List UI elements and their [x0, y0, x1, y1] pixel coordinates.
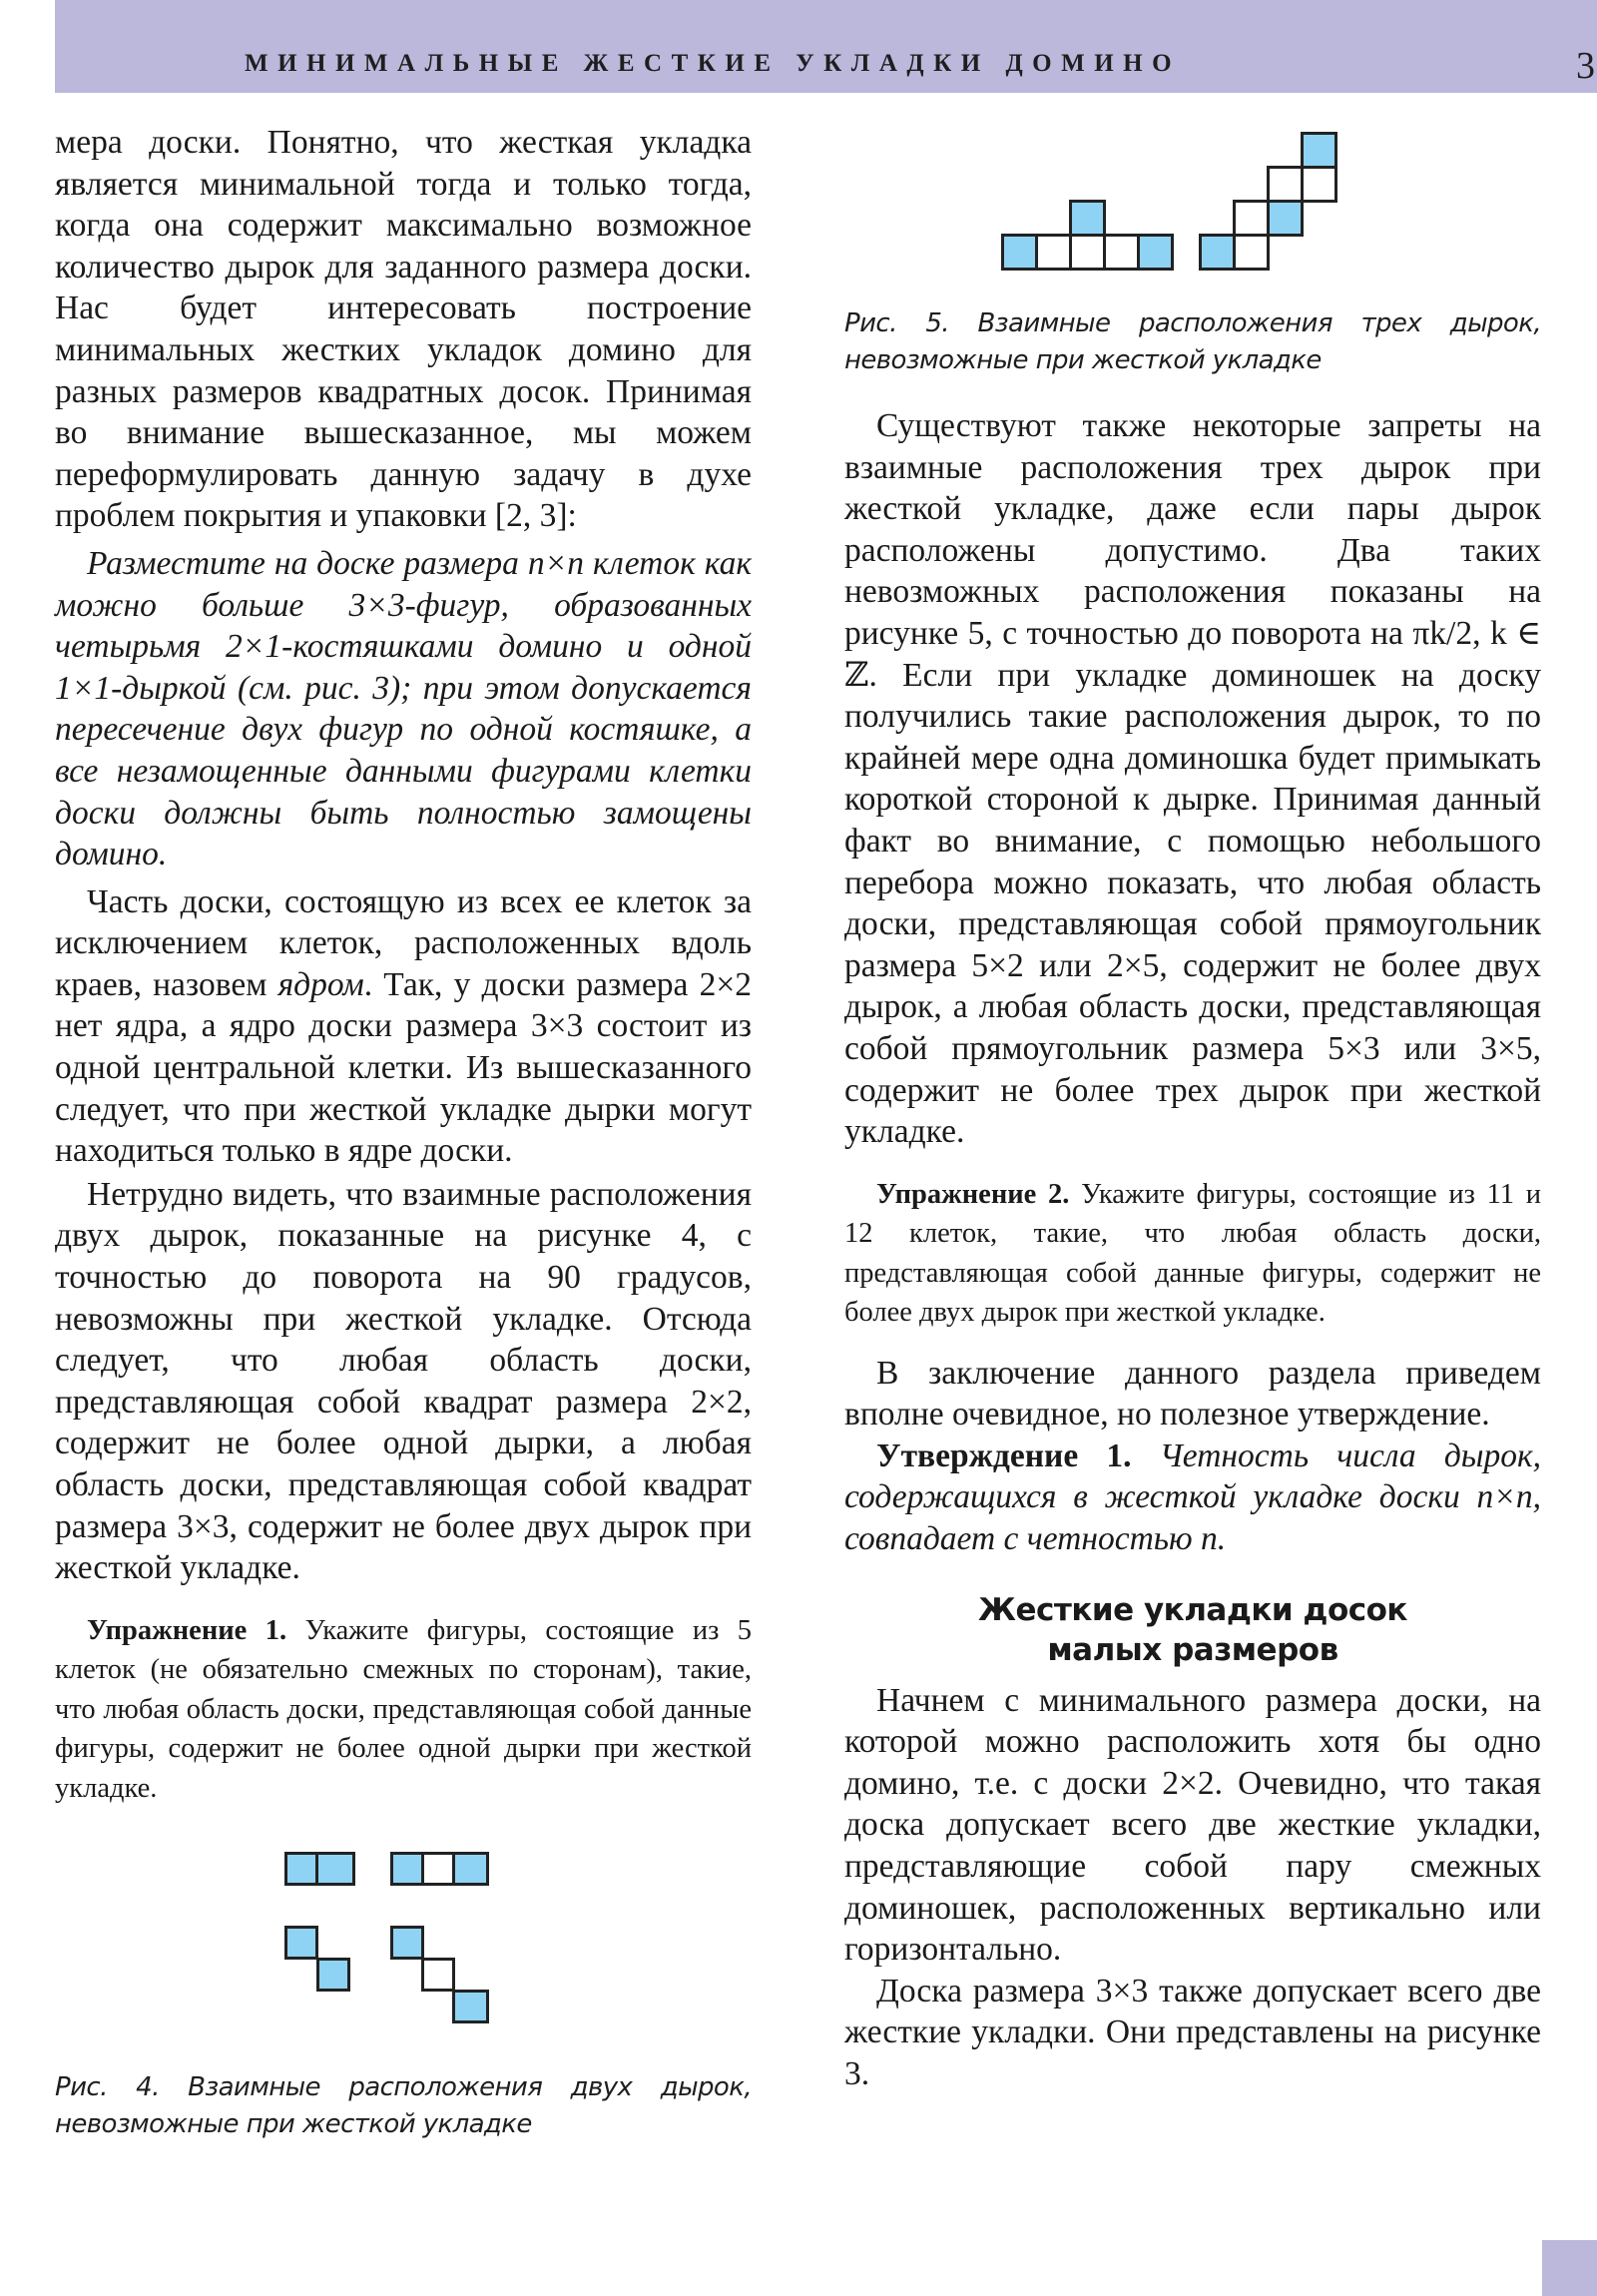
hole-cell [1199, 234, 1236, 271]
empty-cell [1069, 234, 1106, 271]
running-header [55, 0, 1597, 93]
hole-cell [452, 1990, 489, 2023]
term-core: ядром [277, 965, 364, 1003]
hole-cell [1069, 200, 1106, 237]
problem-statement: Разместите на доске размера n×n клеток как можно больше 3×3-фигур, образованных четырьмя 2×1-костяшками домино и одной 1×1-дыркой (см. рис. 3); при этом допускается пересечение двух фигур по одной костяшке, а все незамощенные данными фигурами клетки доски должны быть полностью замощены домино. [55, 544, 752, 873]
empty-cell [1035, 234, 1072, 271]
exercise-1 [55, 1611, 752, 1809]
hole-cell [1137, 234, 1174, 271]
empty-cell [421, 1852, 455, 1886]
hole-cell [390, 1852, 424, 1886]
exercise-2 [844, 1175, 1541, 1333]
statement-1-label: Утверждение 1. [876, 1436, 1132, 1474]
core-definition-text: Часть доски, состоящую из всех ее клеток за исключением клеток, расположенных вдоль краев, назовем [55, 882, 752, 1003]
paragraph-intro: мера доски. Понятно, что жесткая укладка является минимальной тогда и только тогда, когда она содержит максимально возможное количество дырок для заданного размера доски. Нас будет интересовать построение минимальных жестких укладок домино для разных размеров квадратных досок. Принимая во внимание вышесказанное, мы можем переформулировать данную задачу в духе проблем покрытия и упаковки [2, 3]: [55, 124, 752, 535]
paragraph-3x3-board: Доска размера 3×3 также допускает всего две жесткие укладки. Они представлены на рисунке 3. [844, 1972, 1541, 2092]
hole-cell [284, 1852, 318, 1886]
paragraph-two-holes: Нетрудно видеть, что взаимные расположения двух дырок, показанные на рисунке 4, с точностью до поворота на 90 градусов, невозможны при жесткой укладке. Отсюда следует, что любая область доски, представляющая собой квадрат размера 2×2, содержит не более одной дырки, а любая область доски, представляющая собой квадрат размера 3×3, содержит не более двух дырок при жесткой укладке. [55, 1175, 752, 1587]
hole-cell [318, 1852, 355, 1886]
paragraph-small-boards: Начнем с минимального размера доски, на которой можно расположить хотя бы одно домино, т.е. с доски 2×2. Очевидно, что такая доска допускает всего две жесткие укладки, представляющие собой пару смежных доминошек, расположенных вертикально или горизонтально. [844, 1681, 1541, 1969]
figure-5 [844, 122, 1541, 282]
page-corner-tab [1542, 2240, 1597, 2296]
statement-1 [844, 1435, 1541, 1560]
left-column [55, 122, 752, 2143]
hole-cell [284, 1926, 318, 1960]
exercise-1-label: Упражнение 1. [87, 1614, 287, 1646]
figure-4 [55, 1840, 752, 2057]
paragraph-core-definition [55, 881, 752, 1172]
empty-cell [1233, 200, 1270, 237]
hole-cell [1267, 200, 1304, 237]
figure-5-caption: Рис. 5. Взаимные расположения трех дырок, невозможные при жесткой укладке [844, 308, 1541, 375]
hole-cell [316, 1958, 350, 1992]
hole-cell [1001, 234, 1038, 271]
right-column [844, 122, 1541, 2095]
exercise-2-label: Упражнение 2. [876, 1178, 1070, 1210]
paragraph-conclusion: В заключение данного раздела приведем вполне очевидное, но полезное утверждение. [844, 1354, 1541, 1434]
hole-cell [452, 1852, 489, 1886]
hole-cell [1301, 132, 1337, 169]
statement-1-text: Четность числа дырок, содержащихся в жесткой укладке доски n×n, совпадает с четностью n. [844, 1436, 1542, 1558]
exercise-1-text: Укажите фигуры, состоящие из 5 клеток (не обязательно смежных по сторонам), такие, что любая область доски, представляющая собой данные фигуры, содержит не более одной дырки при жесткой укладке. [55, 1614, 753, 1804]
empty-cell [421, 1958, 455, 1992]
empty-cell [1233, 234, 1270, 271]
paragraph-three-holes: Существуют также некоторые запреты на взаимные расположения трех дырок при жесткой укладке, даже если пары дырок расположены допустимо. Два таких невозможных расположения показаны на рисунке 5, с точностью до поворота на πk/2, k ∈ ℤ. Если при укладке доминошек на доску получились такие расположения дырок, то по крайней мере одна доминошка будет примыкать короткой стороной к дырке. Принимая данный факт во внимание, с помощью небольшого перебора можно показать, что любая область доски, представляющая собой прямоугольник размера 5×2 или 2×5, содержит не более двух дырок, а любая область доски, представляющая собой прямоугольник размера 5×3 или 3×5, содержит не более трех дырок при жесткой укладке. [844, 407, 1541, 1151]
empty-cell [1103, 234, 1140, 271]
empty-cell [1301, 166, 1337, 203]
core-definition-text-rest: . Так, у доски размера 2×2 нет ядра, а ядро доски размера 3×3 состоит из одной центральной клетки. Из вышесказанного следует, что при жесткой укладке дырки могут находиться только в ядре доски. [55, 965, 752, 1170]
hole-cell [390, 1926, 424, 1960]
section-heading-line-1: Жесткие укладки досок [978, 1591, 1407, 1628]
page-number: 3 [1576, 45, 1595, 87]
exercise-2-text: Укажите фигуры, состоящие из 11 и 12 клеток, такие, что любая область доски, представляющая собой данные фигуры, содержит не более двух дырок при жесткой укладке. [844, 1178, 1541, 1329]
figure-4-caption: Рис. 4. Взаимные расположения двух дырок, невозможные при жесткой укладке [55, 2072, 752, 2140]
empty-cell [1267, 166, 1304, 203]
running-header-title: МИНИМАЛЬНЫЕ ЖЕСТКИЕ УКЛАДКИ ДОМИНО [245, 50, 1182, 77]
section-heading-line-2: малых размеров [1047, 1631, 1338, 1668]
section-heading [844, 1590, 1541, 1670]
